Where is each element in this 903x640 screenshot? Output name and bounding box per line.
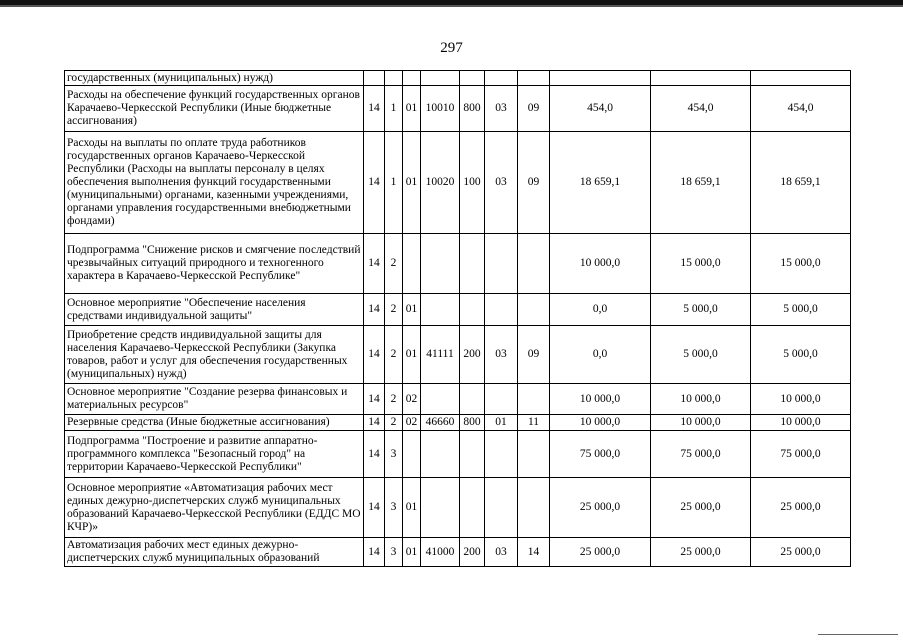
code-ministry: 14 — [364, 538, 385, 567]
code-ministry: 14 — [364, 326, 385, 384]
code-program: 2 — [385, 234, 403, 294]
code-subsection: 09 — [518, 326, 550, 384]
code-section — [485, 294, 518, 326]
code-expense-type — [460, 384, 485, 415]
amount-year-2: 25 000,0 — [651, 538, 751, 567]
code-section: 03 — [485, 132, 518, 234]
amount-year-1: 25 000,0 — [550, 478, 651, 538]
code-expense-type — [460, 478, 485, 538]
amount-year-1: 0,0 — [550, 294, 651, 326]
row-name: Подпрограмма "Построение и развитие аппаратно-программного комплекса "Безопасный город" на территории Карачаево-Черкесской Республики" — [65, 431, 364, 478]
code-subsection — [518, 234, 550, 294]
code-direction — [421, 71, 460, 86]
code-program: 3 — [385, 538, 403, 567]
table-row — [65, 415, 851, 431]
code-program: 2 — [385, 384, 403, 415]
code-expense-type — [460, 234, 485, 294]
code-subsection — [518, 71, 550, 86]
code-direction: 10020 — [421, 132, 460, 234]
code-subprogram: 01 — [403, 326, 421, 384]
row-name: Приобретение средств индивидуальной защиты для населения Карачаево-Черкесской Республики (Закупка товаров, работ и услуг для обеспечения государственных (муниципальных) нужд) — [65, 326, 364, 384]
code-expense-type — [460, 431, 485, 478]
code-subprogram: 02 — [403, 384, 421, 415]
code-subsection: 11 — [518, 415, 550, 431]
amount-year-3: 10 000,0 — [751, 415, 851, 431]
code-subsection — [518, 294, 550, 326]
code-ministry: 14 — [364, 478, 385, 538]
amount-year-2: 10 000,0 — [651, 384, 751, 415]
amount-year-3: 75 000,0 — [751, 431, 851, 478]
code-subprogram — [403, 71, 421, 86]
code-program: 3 — [385, 478, 403, 538]
code-program: 2 — [385, 415, 403, 431]
amount-year-1: 10 000,0 — [550, 234, 651, 294]
code-direction — [421, 478, 460, 538]
amount-year-1: 10 000,0 — [550, 415, 651, 431]
code-program: 2 — [385, 326, 403, 384]
code-program: 1 — [385, 132, 403, 234]
amount-year-3: 15 000,0 — [751, 234, 851, 294]
code-ministry: 14 — [364, 86, 385, 132]
table-row — [65, 132, 851, 234]
code-section — [485, 384, 518, 415]
amount-year-2: 25 000,0 — [651, 478, 751, 538]
code-expense-type — [460, 71, 485, 86]
table-row — [65, 294, 851, 326]
code-subprogram: 01 — [403, 478, 421, 538]
amount-year-1: 75 000,0 — [550, 431, 651, 478]
row-name: Подпрограмма "Снижение рисков и смягчение последствий чрезвычайных ситуаций природного и техногенного характера в Карачаево-Черкесской Республике" — [65, 234, 364, 294]
amount-year-1: 10 000,0 — [550, 384, 651, 415]
code-section — [485, 431, 518, 478]
amount-year-3: 5 000,0 — [751, 294, 851, 326]
code-section — [485, 234, 518, 294]
amount-year-3: 18 659,1 — [751, 132, 851, 234]
table-row — [65, 478, 851, 538]
code-subprogram: 01 — [403, 538, 421, 567]
row-name: Расходы на выплаты по оплате труда работников государственных органов Карачаево-Черкесской Республики (Расходы на выплаты персоналу в целях обеспечения выполнения функций государственными (муниципальными) органами, казенными учреждениями, органами управления государственными внебюджетными фондами) — [65, 132, 364, 234]
code-ministry: 14 — [364, 294, 385, 326]
code-subsection: 09 — [518, 86, 550, 132]
code-direction: 41000 — [421, 538, 460, 567]
code-expense-type: 800 — [460, 415, 485, 431]
row-name: Основное мероприятие «Автоматизация рабочих мест единых дежурно-диспетчерских служб муниципальных образований Карачаево-Черкесской Республики (ЕДДС МО КЧР)» — [65, 478, 364, 538]
code-expense-type: 200 — [460, 538, 485, 567]
table-row — [65, 384, 851, 415]
amount-year-2 — [651, 71, 751, 86]
code-direction — [421, 294, 460, 326]
code-subprogram: 02 — [403, 415, 421, 431]
code-ministry: 14 — [364, 384, 385, 415]
amount-year-2: 15 000,0 — [651, 234, 751, 294]
code-section: 03 — [485, 538, 518, 567]
amount-year-1: 0,0 — [550, 326, 651, 384]
code-section: 03 — [485, 86, 518, 132]
code-ministry: 14 — [364, 415, 385, 431]
row-name: Расходы на обеспечение функций государственных органов Карачаево-Черкесской Республики (Иные бюджетные ассигнования) — [65, 86, 364, 132]
code-subsection — [518, 478, 550, 538]
code-expense-type: 100 — [460, 132, 485, 234]
table-row — [65, 431, 851, 478]
code-expense-type: 800 — [460, 86, 485, 132]
table-row — [65, 71, 851, 86]
code-expense-type: 200 — [460, 326, 485, 384]
amount-year-3: 25 000,0 — [751, 538, 851, 567]
amount-year-2: 10 000,0 — [651, 415, 751, 431]
code-subsection: 14 — [518, 538, 550, 567]
code-program: 3 — [385, 431, 403, 478]
table-row — [65, 234, 851, 294]
amount-year-2: 454,0 — [651, 86, 751, 132]
code-direction: 10010 — [421, 86, 460, 132]
row-name: Резервные средства (Иные бюджетные ассигнования) — [65, 415, 364, 431]
row-name: государственных (муниципальных) нужд) — [65, 71, 364, 86]
code-direction: 46660 — [421, 415, 460, 431]
code-subprogram: 01 — [403, 294, 421, 326]
amount-year-1: 454,0 — [550, 86, 651, 132]
budget-table — [64, 70, 851, 567]
code-direction: 41111 — [421, 326, 460, 384]
code-program: 2 — [385, 294, 403, 326]
code-program: 1 — [385, 86, 403, 132]
code-subprogram — [403, 234, 421, 294]
code-section: 03 — [485, 326, 518, 384]
code-section — [485, 71, 518, 86]
code-section: 01 — [485, 415, 518, 431]
table-row — [65, 538, 851, 567]
code-ministry: 14 — [364, 431, 385, 478]
amount-year-1 — [550, 71, 651, 86]
row-name: Автоматизация рабочих мест единых дежурно-диспетчерских служб муниципальных образований — [65, 538, 364, 567]
code-subsection: 09 — [518, 132, 550, 234]
amount-year-3: 10 000,0 — [751, 384, 851, 415]
amount-year-2: 18 659,1 — [651, 132, 751, 234]
amount-year-3 — [751, 71, 851, 86]
code-subsection — [518, 384, 550, 415]
amount-year-1: 25 000,0 — [550, 538, 651, 567]
code-subprogram: 01 — [403, 132, 421, 234]
amount-year-2: 5 000,0 — [651, 294, 751, 326]
scan-edge-mark — [818, 634, 898, 635]
amount-year-3: 5 000,0 — [751, 326, 851, 384]
amount-year-3: 454,0 — [751, 86, 851, 132]
code-ministry: 14 — [364, 132, 385, 234]
code-program — [385, 71, 403, 86]
table-row — [65, 86, 851, 132]
amount-year-3: 25 000,0 — [751, 478, 851, 538]
row-name: Основное мероприятие "Создание резерва финансовых и материальных ресурсов" — [65, 384, 364, 415]
amount-year-1: 18 659,1 — [550, 132, 651, 234]
code-ministry — [364, 71, 385, 86]
amount-year-2: 75 000,0 — [651, 431, 751, 478]
amount-year-2: 5 000,0 — [651, 326, 751, 384]
code-direction — [421, 234, 460, 294]
page-number: 297 — [440, 40, 463, 56]
row-name: Основное мероприятие "Обеспечение населения средствами индивидуальной защиты" — [65, 294, 364, 326]
code-direction — [421, 384, 460, 415]
code-subprogram — [403, 431, 421, 478]
code-section — [485, 478, 518, 538]
code-subprogram: 01 — [403, 86, 421, 132]
code-direction — [421, 431, 460, 478]
table-row — [65, 326, 851, 384]
code-subsection — [518, 431, 550, 478]
code-ministry: 14 — [364, 234, 385, 294]
scan-top-border-shadow — [0, 5, 903, 7]
code-expense-type — [460, 294, 485, 326]
